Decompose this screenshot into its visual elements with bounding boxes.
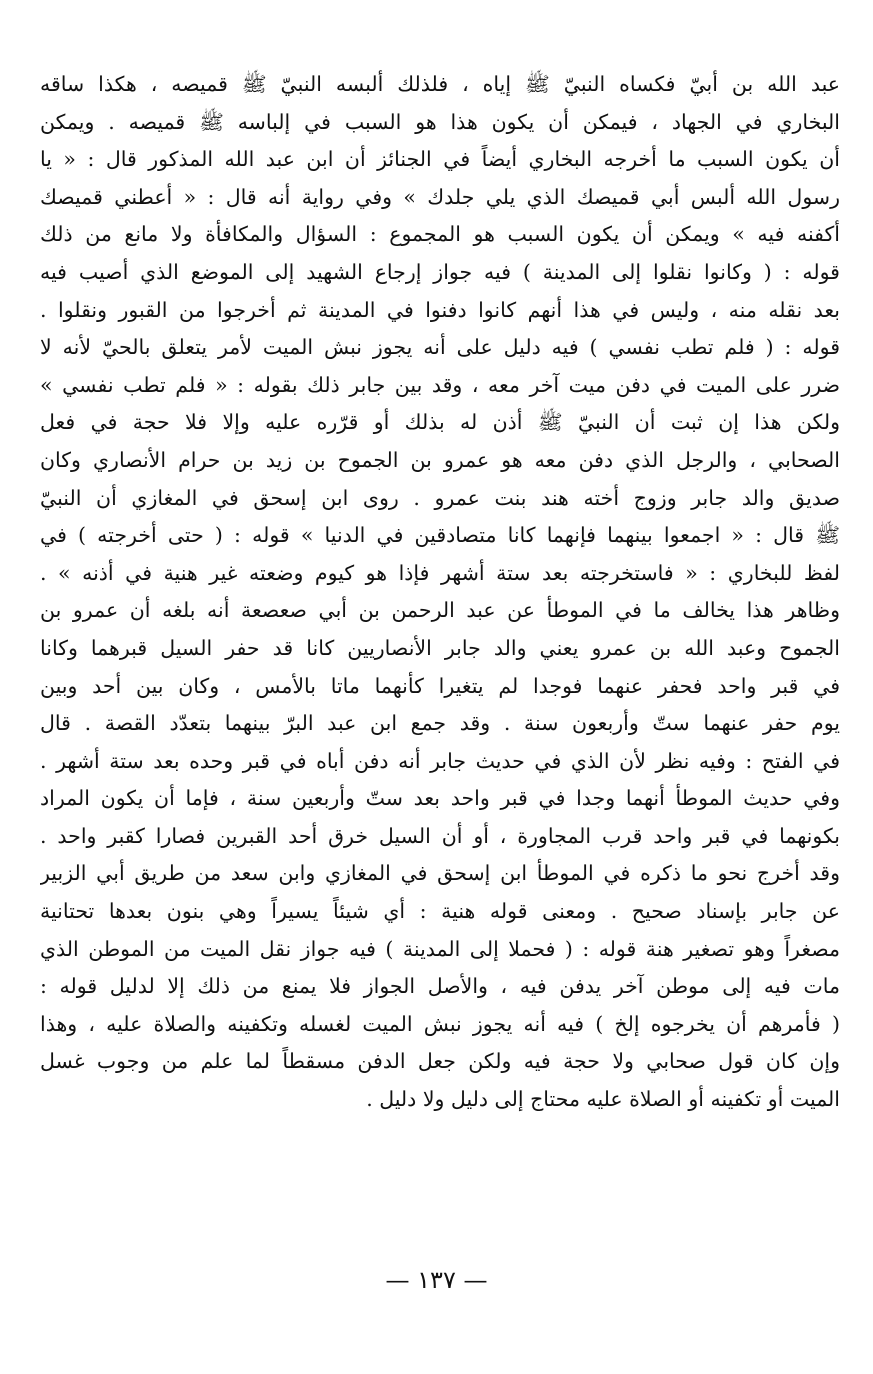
text-line-25: مات فيه إلى موطن آخر يدفن فيه ، والأصل الجواز فلا يمنع من ذلك إلا لدليل قوله :: [40, 974, 840, 999]
text-line-22: وقد أخرج نحو ما ذكره في الموطأ ابن إسحق في المغازي وابن سعد من طريق أبي الزبير: [40, 861, 840, 886]
text-line-2: البخاري في الجهاد ، فيمكن أن يكون هذا هو السبب في إلباسه ﷺ قميصه . ويمكن: [40, 109, 840, 134]
text-line-17: في قبر واحد فحفر عنهما فوجدا لم يتغيرا كأنهما ماتا بالأمس ، وكان بين أحد وبين: [40, 673, 840, 698]
text-line-4: رسول الله ألبس أبي قميصك الذي يلي جلدك » وفي رواية أنه قال : « أعطني قميصك: [40, 184, 840, 209]
page-body: [40, 66, 840, 1266]
text-line-20: وفي حديث الموطأ أنهما وجدا في قبر واحد بعد ستّ وأربعين سنة ، فإما أن يكون المراد: [40, 786, 840, 811]
text-line-6: قوله : ( وكانوا نقلوا إلى المدينة ) فيه جواز إرجاع الشهيد إلى الموضع الذي أصيب فيه: [40, 259, 840, 284]
text-line-10: ولكن هذا إن ثبت أن النبيّ ﷺ أذن له بذلك أو قرّره عليه وإلا فلا حجة في فعل: [40, 410, 840, 435]
text-line-16: الجموح وعبد الله بن عمرو يعني والد جابر الأنصاريين كانا قد حفر السيل قبرهما وكانا: [40, 635, 840, 660]
text-line-12: صديق والد جابر وزوج أخته هند بنت عمرو . روى ابن إسحق في المغازي أن النبيّ: [40, 485, 840, 510]
text-line-15: وظاهر هذا يخالف ما في الموطأ عن عبد الرحمن بن أبي صعصعة أنه بلغه أن عمرو بن: [40, 598, 840, 623]
text-line-8: قوله : ( فلم تطب نفسي ) فيه دليل على أنه يجوز نبش الميت لأمر يتعلق بالحيّ لأنه لا: [40, 335, 840, 360]
text-line-14: لفظ للبخاري : « فاستخرجته بعد ستة أشهر فإذا هو كيوم وضعته غير هنية في أذنه » .: [40, 560, 840, 585]
text-line-3: أن يكون السبب ما أخرجه البخاري أيضاً في الجنائز أن ابن عبد الله المذكور قال : « يا: [40, 147, 840, 172]
text-line-28: الميت أو تكفينه أو الصلاة عليه محتاج إلى دليل ولا دليل .: [366, 1087, 840, 1112]
text-line-5: أكفنه فيه » ويمكن أن يكون السبب هو المجموع : السؤال والمكافأة ولا مانع من ذلك: [40, 222, 840, 247]
text-line-7: بعد نقله منه ، وليس في هذا أنهم كانوا دفنوا في المدينة ثم أخرجوا من القبور ونقلوا .: [40, 297, 840, 322]
text-line-19: في الفتح : وفيه نظر لأن الذي في حديث جابر أنه دفن أباه في قبر وحده بعد ستة أشهر .: [40, 748, 840, 773]
text-line-24: مصغراً وهو تصغير هنة قوله : ( فحملا إلى المدينة ) فيه جواز نقل الميت من الموطن الذي: [40, 936, 840, 961]
text-line-23: عن جابر بإسناد صحيح . ومعنى قوله هنية : أي شيئاً يسيراً وهي بنون بعدها تحتانية: [40, 899, 840, 924]
text-line-13: ﷺ قال : « اجمعوا بينهما فإنهما كانا متصادقين في الدنيا » قوله : ( حتى أخرجته ) في: [40, 523, 840, 548]
text-line-26: ( فأمرهم أن يخرجوه إلخ ) فيه أنه يجوز نبش الميت لغسله وتكفينه والصلاة عليه ، وهذا: [40, 1011, 840, 1036]
text-line-9: ضرر على الميت في دفن ميت آخر معه ، وقد بين جابر ذلك بقوله : « فلم تطب نفسي »: [40, 372, 840, 397]
text-line-27: وإن كان قول صحابي ولا حجة فيه ولكن جعل الدفن مسقطاً لما علم من وجوب غسل: [40, 1049, 840, 1074]
text-line-18: يوم حفر عنهما ستّ وأربعون سنة . وقد جمع ابن عبد البرّ بينهما بتعدّد القصة . قال: [40, 711, 840, 736]
text-line-21: بكونهما في قبر واحد قرب المجاورة ، أو أن السيل خرق أحد القبرين فصارا كقبر واحد .: [40, 823, 840, 848]
text-line-1: عبد الله بن أبيّ فكساه النبيّ ﷺ إياه ، فلذلك ألبسه النبيّ ﷺ قميصه ، هكذا ساقه: [40, 72, 840, 96]
text-line-11: الصحابي ، والرجل الذي دفن معه هو عمرو بن الجموح بن زيد بن حرام الأنصاري وكان: [40, 447, 840, 472]
page-number: — ١٣٧ —: [385, 1266, 488, 1294]
